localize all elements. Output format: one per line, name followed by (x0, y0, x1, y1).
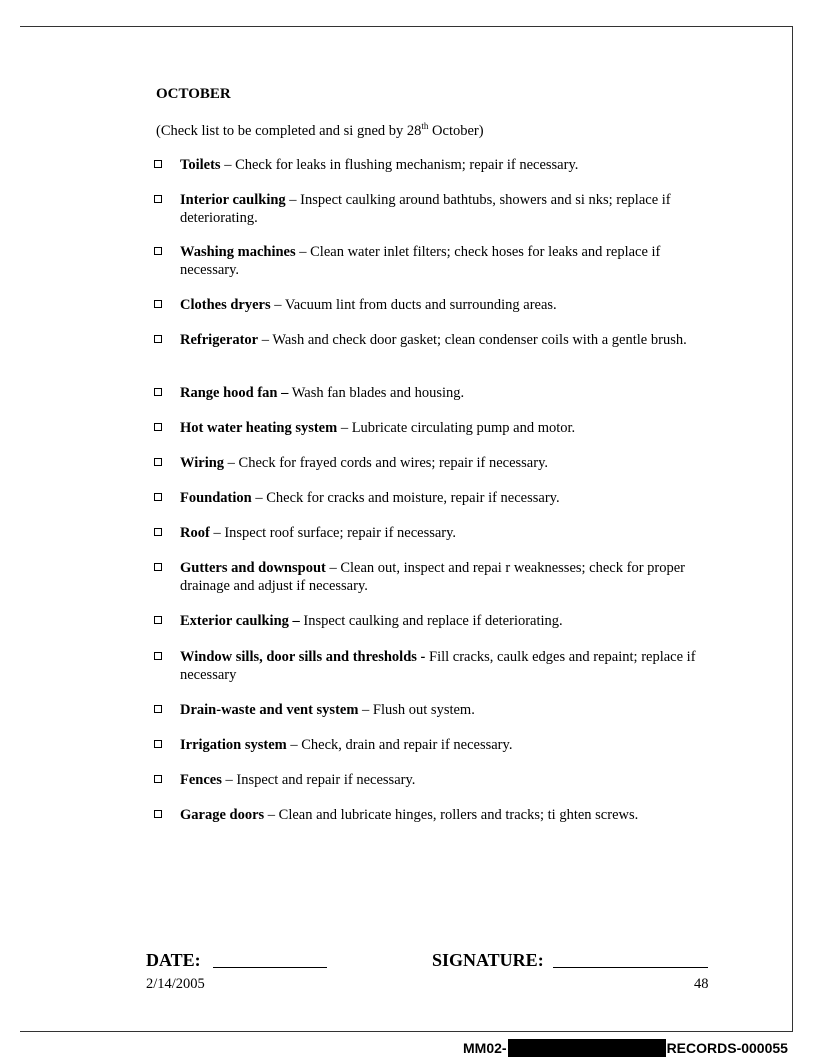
checklist-item-text (180, 771, 714, 789)
checklist-item-text (180, 489, 714, 507)
checklist-item-text (180, 156, 714, 174)
item-description: Clean water inlet filters; check hoses for leaks and replace if necessary. (180, 244, 661, 278)
checkbox[interactable] (154, 160, 162, 168)
checklist-item-clothes-dryers (154, 296, 714, 314)
instruction-ordinal: th (421, 121, 429, 131)
item-term: Exterior caulking – (180, 613, 300, 629)
checkbox[interactable] (154, 810, 162, 818)
checklist-item-gutters-and-downspout (154, 559, 714, 595)
item-description: Check, drain and repair if necessary. (301, 737, 513, 753)
checklist-item-hot-water-heating-system (154, 419, 714, 437)
checklist-item-text (180, 701, 714, 719)
checklist-item-exterior-caulking (154, 612, 714, 630)
item-description: Check for cracks and moisture, repair if necessary. (266, 490, 560, 506)
item-description: Wash and check door gasket; clean condenser coils with a gentle brush. (272, 332, 687, 348)
item-separator: – (358, 702, 373, 718)
item-term: Fences (180, 772, 222, 788)
item-description: Lubricate circulating pump and motor. (351, 420, 576, 436)
checkbox[interactable] (154, 775, 162, 783)
item-term: Roof (180, 525, 210, 541)
item-separator: – (224, 455, 239, 471)
checklist-item-text (180, 612, 714, 630)
item-description: Inspect and repair if necessary. (236, 772, 416, 788)
checklist-item-text (180, 191, 714, 227)
page-border-right (792, 26, 793, 1032)
item-term: Gutters and downspout (180, 560, 326, 576)
item-description: Inspect caulking and replace if deteriorating. (303, 613, 563, 629)
item-separator: – (209, 525, 225, 541)
item-separator: – (251, 490, 267, 506)
item-term: Window sills, door sills and thresholds - (180, 649, 426, 665)
item-description: Check for frayed cords and wires; repair if necessary. (238, 455, 549, 471)
item-separator: – (264, 807, 279, 823)
checklist-item-text (180, 331, 714, 349)
item-term: Wiring (180, 455, 225, 471)
checklist-item-text (180, 648, 714, 684)
checkbox[interactable] (154, 458, 162, 466)
item-separator: – (286, 737, 302, 753)
item-term: Clothes dryers (180, 297, 271, 313)
redaction-block (508, 1039, 666, 1057)
checkbox[interactable] (154, 300, 162, 308)
checkbox[interactable] (154, 335, 162, 343)
checklist-item-window-sills (154, 648, 714, 684)
bates-suffix: RECORDS-000055 (666, 1040, 788, 1056)
instruction-text-before: (Check list to be completed and si gned by 28 (156, 122, 422, 139)
item-term: Garage doors (180, 807, 265, 823)
checkbox[interactable] (154, 616, 162, 624)
item-description: Flush out system. (372, 702, 475, 718)
checkbox[interactable] (154, 247, 162, 255)
item-description: Check for leaks in flushing mechanism; repair if necessary. (235, 157, 579, 173)
checklist-item-irrigation-system (154, 736, 714, 754)
item-separator: – (285, 192, 301, 208)
item-term: Refrigerator (180, 332, 259, 348)
checklist-item-text (180, 296, 714, 314)
item-description: Clean out, inspect and repai r weaknesses; check for proper drainage and adjust if necessary. (180, 560, 685, 594)
checklist-item-garage-doors (154, 806, 714, 824)
page-border-bottom (20, 1031, 792, 1032)
checklist-item-wiring (154, 454, 714, 472)
checkbox[interactable] (154, 705, 162, 713)
checklist-item-text (180, 384, 714, 402)
page-border-top (20, 26, 792, 27)
signature-line[interactable] (553, 967, 708, 968)
checklist-item-toilets (154, 156, 714, 174)
checkbox[interactable] (154, 528, 162, 536)
bates-number (463, 1039, 788, 1057)
item-term: Washing machines (180, 244, 296, 260)
checklist-item-roof (154, 524, 714, 542)
item-description: Vacuum lint from ducts and surrounding areas. (284, 297, 557, 313)
item-term: Drain-waste and vent system (180, 702, 359, 718)
item-separator: – (325, 560, 341, 576)
item-description: Clean and lubricate hinges, rollers and tracks; ti ghten screws. (278, 807, 639, 823)
footer-date: 2/14/2005 (146, 976, 205, 992)
signature-label: SIGNATURE: (432, 950, 544, 970)
checkbox[interactable] (154, 563, 162, 571)
checklist-item-text (180, 419, 714, 437)
checkbox[interactable] (154, 740, 162, 748)
page-number: 48 (694, 976, 709, 992)
checklist-item-interior-caulking (154, 191, 714, 227)
item-description: Fill cracks, caulk edges and repaint; replace if necessary (180, 649, 696, 683)
checklist-item-foundation (154, 489, 714, 507)
item-separator: – (337, 420, 352, 436)
item-separator: – (270, 297, 285, 313)
instruction-text-after: October) (428, 122, 484, 139)
month-heading: OCTOBER (156, 86, 231, 102)
date-label: DATE: (146, 950, 201, 970)
date-signature-line[interactable] (213, 967, 327, 968)
checklist-item-text (180, 243, 714, 279)
item-term: Hot water heating system (180, 420, 338, 436)
checklist-item-range-hood-fan (154, 384, 714, 402)
item-separator: – (220, 157, 236, 173)
checklist-item-text (180, 524, 714, 542)
instruction-text (156, 121, 484, 140)
checklist-item-refrigerator (154, 331, 714, 349)
item-separator: – (221, 772, 237, 788)
item-term: Toilets (180, 157, 221, 173)
item-description: Inspect roof surface; repair if necessary. (224, 525, 457, 541)
item-description: Inspect caulking around bathtubs, showers and si nks; replace if deteriorating. (180, 192, 671, 226)
item-term: Range hood fan – (180, 385, 289, 401)
item-term: Irrigation system (180, 737, 287, 753)
item-description: Wash fan blades and housing. (291, 385, 465, 401)
bates-prefix: MM02- (463, 1040, 507, 1056)
checkbox[interactable] (154, 493, 162, 501)
checklist-item-fences (154, 771, 714, 789)
checklist-item-text (180, 454, 714, 472)
checkbox[interactable] (154, 423, 162, 431)
item-term: Interior caulking (180, 192, 286, 208)
checklist-item-text (180, 559, 714, 595)
checklist-item-washing-machines (154, 243, 714, 279)
item-separator: – (295, 244, 311, 260)
checkbox[interactable] (154, 195, 162, 203)
checklist-item-text (180, 806, 714, 824)
item-separator: – (258, 332, 273, 348)
checklist-item-drain-waste-and-vent-system (154, 701, 714, 719)
checkbox[interactable] (154, 652, 162, 660)
checkbox[interactable] (154, 388, 162, 396)
checklist-item-text (180, 736, 714, 754)
item-term: Foundation (180, 490, 252, 506)
